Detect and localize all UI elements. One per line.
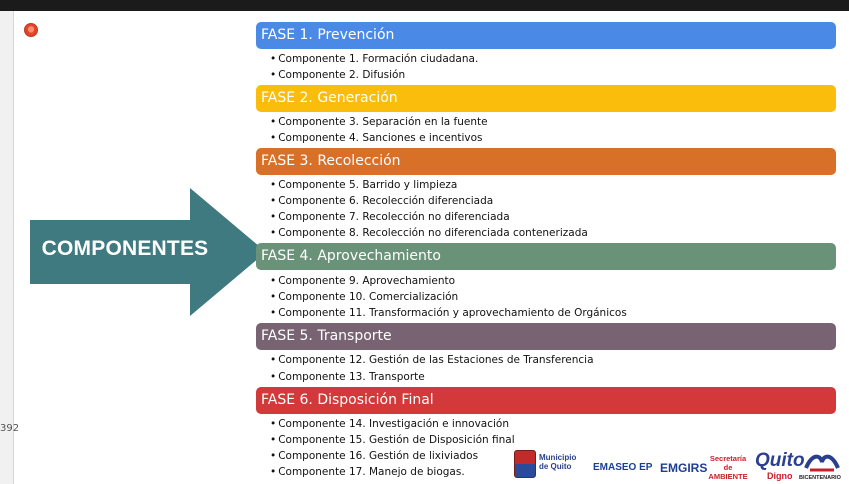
component-2: • Componente 2. Difusión bbox=[270, 69, 406, 81]
component-17: • Componente 17. Manejo de biogas. bbox=[270, 466, 465, 478]
phase-6-header: FASE 6. Disposición Final bbox=[256, 387, 836, 414]
phase-4-header: FASE 4. Aprovechamiento bbox=[256, 243, 836, 270]
logo-emgirs: EMGIRS bbox=[660, 461, 708, 475]
logos-strip bbox=[514, 448, 849, 484]
component-10: • Componente 10. Comercialización bbox=[270, 291, 459, 303]
phase-5-header: FASE 5. Transporte bbox=[256, 323, 836, 350]
component-3: • Componente 3. Separación en la fuente bbox=[270, 116, 488, 128]
component-text: Componente 5. Barrido y limpieza bbox=[278, 179, 458, 191]
component-11: • Componente 11. Transformación y aprovechamiento de Orgánicos bbox=[270, 307, 627, 319]
left-panel-number: 392 bbox=[0, 423, 20, 434]
component-text: Componente 8. Recolección no diferenciada contenerizada bbox=[278, 227, 588, 239]
component-text: Componente 14. Investigación e innovación bbox=[278, 418, 509, 430]
bicentenario-icon bbox=[804, 450, 840, 474]
arrow-label: COMPONENTES bbox=[41, 237, 209, 260]
phase-2-header: FASE 2. Generación bbox=[256, 85, 836, 112]
phase-1-header: FASE 1. Prevención bbox=[256, 22, 836, 49]
component-9: • Componente 9. Aprovechamiento bbox=[270, 275, 456, 287]
component-text: Componente 11. Transformación y aprovechamiento de Orgánicos bbox=[278, 307, 627, 319]
component-14: • Componente 14. Investigación e innovación bbox=[270, 418, 509, 430]
component-16: • Componente 16. Gestión de lixiviados bbox=[270, 450, 479, 462]
component-text: Componente 3. Separación en la fuente bbox=[278, 116, 488, 128]
component-text: Componente 15. Gestión de Disposición final bbox=[278, 434, 515, 446]
top-bar bbox=[0, 0, 849, 11]
component-text: Componente 1. Formación ciudadana. bbox=[278, 53, 479, 65]
component-4: • Componente 4. Sanciones e incentivos bbox=[270, 132, 483, 144]
component-text: Componente 6. Recolección diferenciada bbox=[278, 195, 494, 207]
logo-emaseo: EMASEO EP bbox=[593, 462, 653, 473]
component-13: • Componente 13. Transporte bbox=[270, 371, 425, 383]
component-1: • Componente 1. Formación ciudadana. bbox=[270, 53, 479, 65]
component-5: • Componente 5. Barrido y limpieza bbox=[270, 179, 458, 191]
component-text: Componente 10. Comercialización bbox=[278, 291, 459, 303]
component-text: Componente 4. Sanciones e incentivos bbox=[278, 132, 483, 144]
component-text: Componente 17. Manejo de biogas. bbox=[278, 466, 465, 478]
component-6: • Componente 6. Recolección diferenciada bbox=[270, 195, 494, 207]
record-icon[interactable] bbox=[24, 23, 38, 37]
component-text: Componente 13. Transporte bbox=[278, 371, 425, 383]
logo-quito-digno: Digno bbox=[767, 471, 793, 481]
component-text: Componente 12. Gestión de las Estaciones de Transferencia bbox=[278, 354, 594, 366]
component-12: • Componente 12. Gestión de las Estaciones de Transferencia bbox=[270, 354, 594, 366]
component-8: • Componente 8. Recolección no diferenciada contenerizada bbox=[270, 227, 588, 239]
component-text: Componente 16. Gestión de lixiviados bbox=[278, 450, 479, 462]
component-text: Componente 7. Recolección no diferenciada bbox=[278, 211, 510, 223]
logo-municipio: Municipio de Quito bbox=[539, 453, 577, 471]
phase-3-header: FASE 3. Recolección bbox=[256, 148, 836, 175]
logo-bicentenario: BICENTENARIO bbox=[799, 475, 841, 481]
quito-crest-icon bbox=[514, 450, 536, 478]
component-15: • Componente 15. Gestión de Disposición final bbox=[270, 434, 515, 446]
component-text: Componente 9. Aprovechamiento bbox=[278, 275, 456, 287]
left-panel-edge bbox=[0, 11, 14, 484]
component-text: Componente 2. Difusión bbox=[278, 69, 406, 81]
component-7: • Componente 7. Recolección no diferenciada bbox=[270, 211, 510, 223]
logo-quito: Quito bbox=[755, 450, 805, 471]
logo-secretaria: Secretaría de AMBIENTE bbox=[708, 454, 748, 481]
